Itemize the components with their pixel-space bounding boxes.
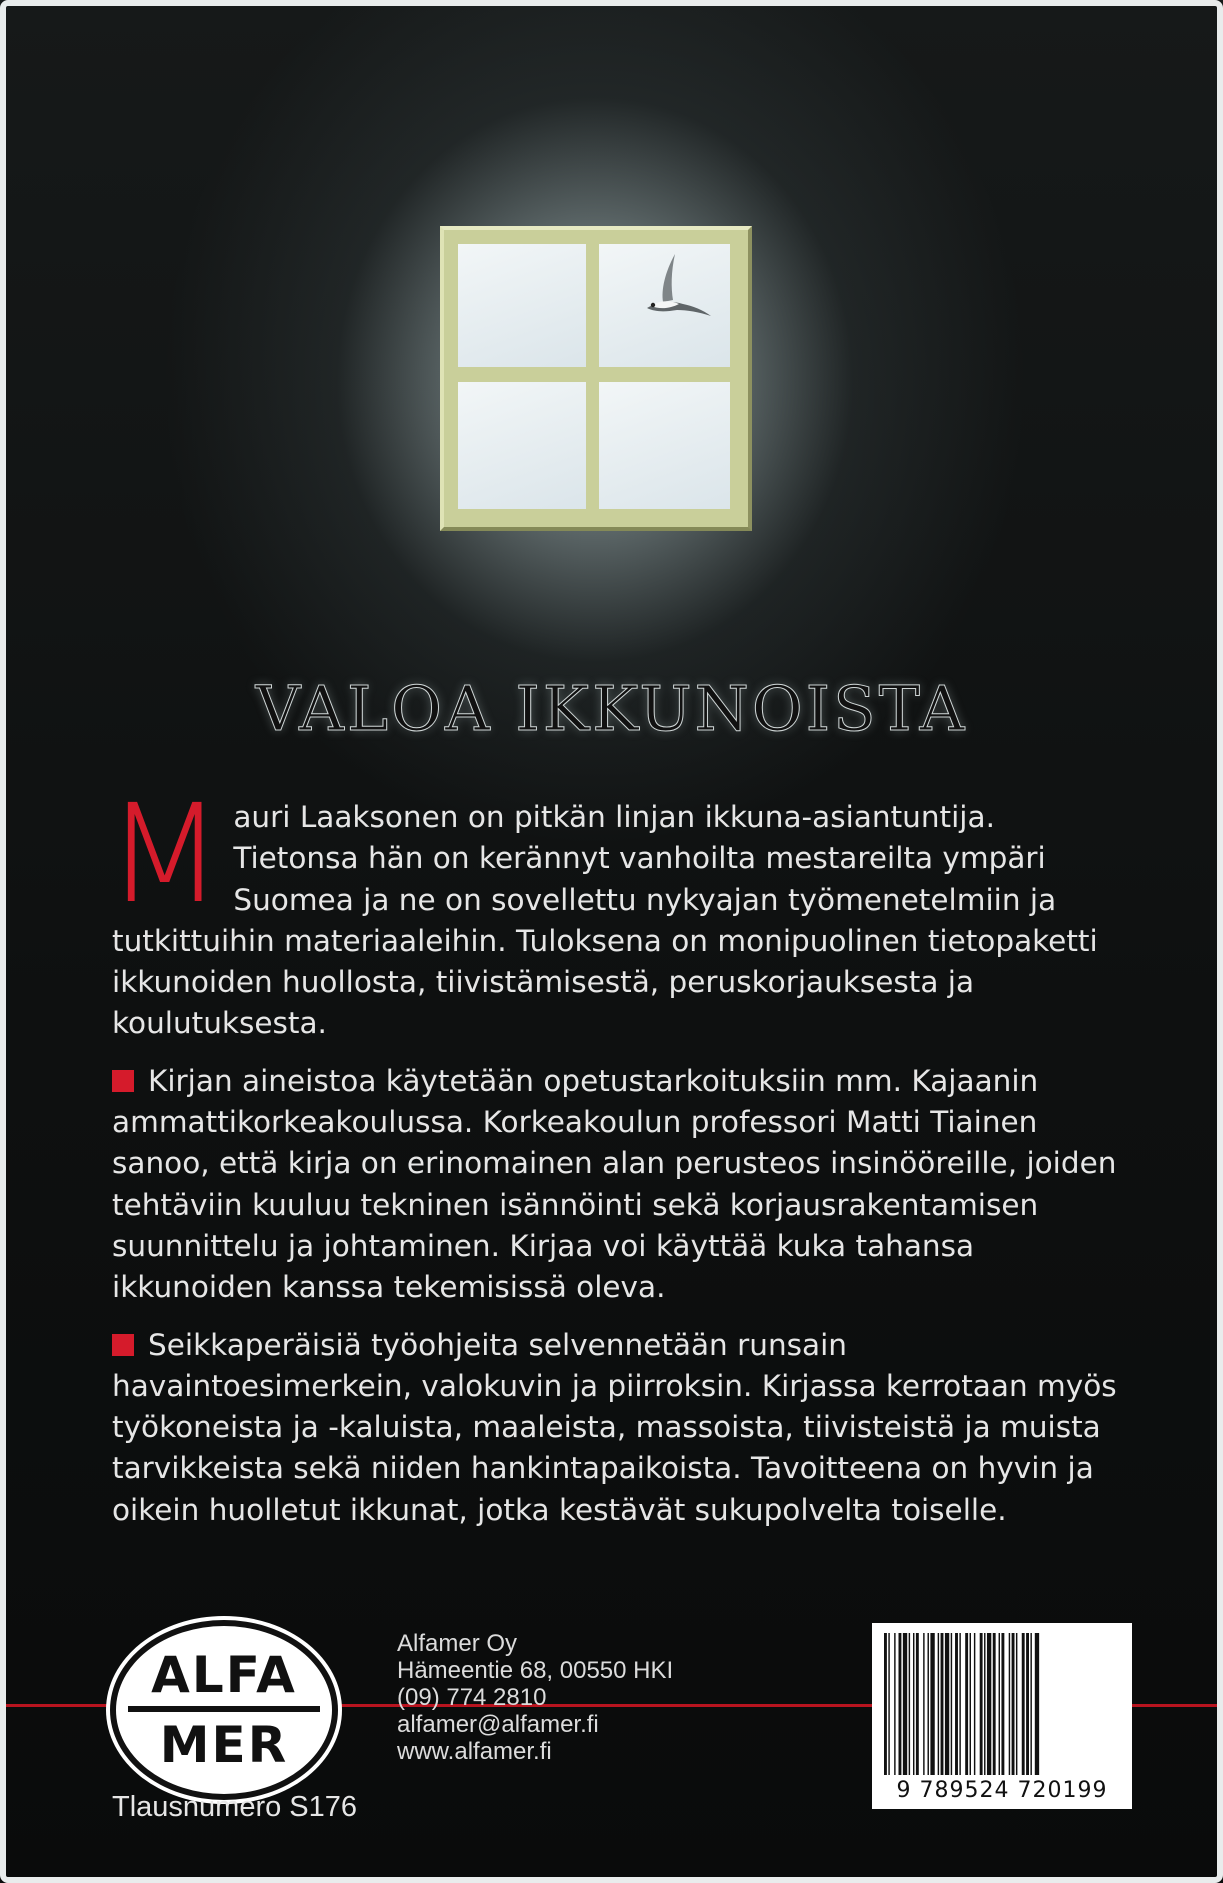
- order-number: Tlausnumero S176: [112, 1791, 358, 1823]
- paragraph-text: auri Laaksonen on pitkän linjan ikkuna-asiantuntija. Tietonsa hän on kerännyt vanhoilta mestareilta ympäri Suomea ja ne on sovellettu nykyajan työmenetelmiin ja tutkittuihin materiaaleihin. Tuloksena on monipuolinen tietopaketti ikkunoiden huollosta, tiivistämisestä, peruskorjauksesta ja koulutuksesta.: [112, 800, 1098, 1041]
- red-square-bullet-icon: [112, 1070, 134, 1092]
- paragraph-text: Seikkaperäisiä työohjeita selvennetään runsain havaintoesimerkein, valokuvin ja piirroksin. Kirjassa kerrotaan myös työkoneista ja -kaluista, maaleista, massoista, tiivisteistä ja muista tarvikkeista sekä niiden hankintapaikoista. Tavoitteena on hyvin ja oikein huolletut ikkunat, jotka kestävät sukupolvelta toiselle.: [112, 1327, 1117, 1527]
- paragraph: [106, 776, 1122, 1045]
- publisher-logo: [110, 1620, 338, 1800]
- paragraph-text: Kirjan aineistoa käytetään opetustarkoituksiin mm. Kajaanin ammattikorkeakoulussa. Korkeakoulun professori Matti Tiainen sanoo, että kirja on erinomainen alan perusteos insinööreille, joiden tehtäviin kuuluu tekninen isännöinti sekä korjausrakentamisen suunnittelu ja johtaminen. Kirjaa voi käyttää kuka tahansa ikkunoiden kanssa tekemisissä oleva.: [112, 1063, 1117, 1305]
- publisher-address: Hämeentie 68, 00550 HKI: [397, 1657, 674, 1684]
- red-square-bullet-icon: [112, 1334, 134, 1356]
- publisher-email: alfamer@alfamer.fi: [397, 1711, 599, 1738]
- paragraph: [112, 1325, 1122, 1531]
- paragraph: [112, 1061, 1122, 1309]
- seagull-icon: [625, 250, 715, 330]
- barcode-number: 9 789524 720199: [896, 1778, 1108, 1803]
- publisher-name: Alfamer Oy: [397, 1630, 518, 1657]
- logo-text-bottom: MER: [159, 1716, 289, 1774]
- window-pane: [458, 382, 586, 509]
- barcode-bars-icon: [884, 1633, 1120, 1775]
- publisher-phone: (09) 774 2810: [397, 1684, 547, 1711]
- book-title: VALOA IKKUNOISTA: [255, 672, 968, 745]
- logo-text-top: ALFA: [151, 1646, 297, 1704]
- publisher-contact: [397, 1630, 673, 1765]
- publisher-website: www.alfamer.fi: [397, 1738, 552, 1765]
- logo-divider: [128, 1706, 320, 1712]
- dropcap: M: [106, 776, 224, 934]
- isbn-barcode: [872, 1623, 1132, 1809]
- description-text: [106, 776, 1122, 1547]
- window-pane: [599, 382, 730, 509]
- window-pane: [458, 244, 586, 367]
